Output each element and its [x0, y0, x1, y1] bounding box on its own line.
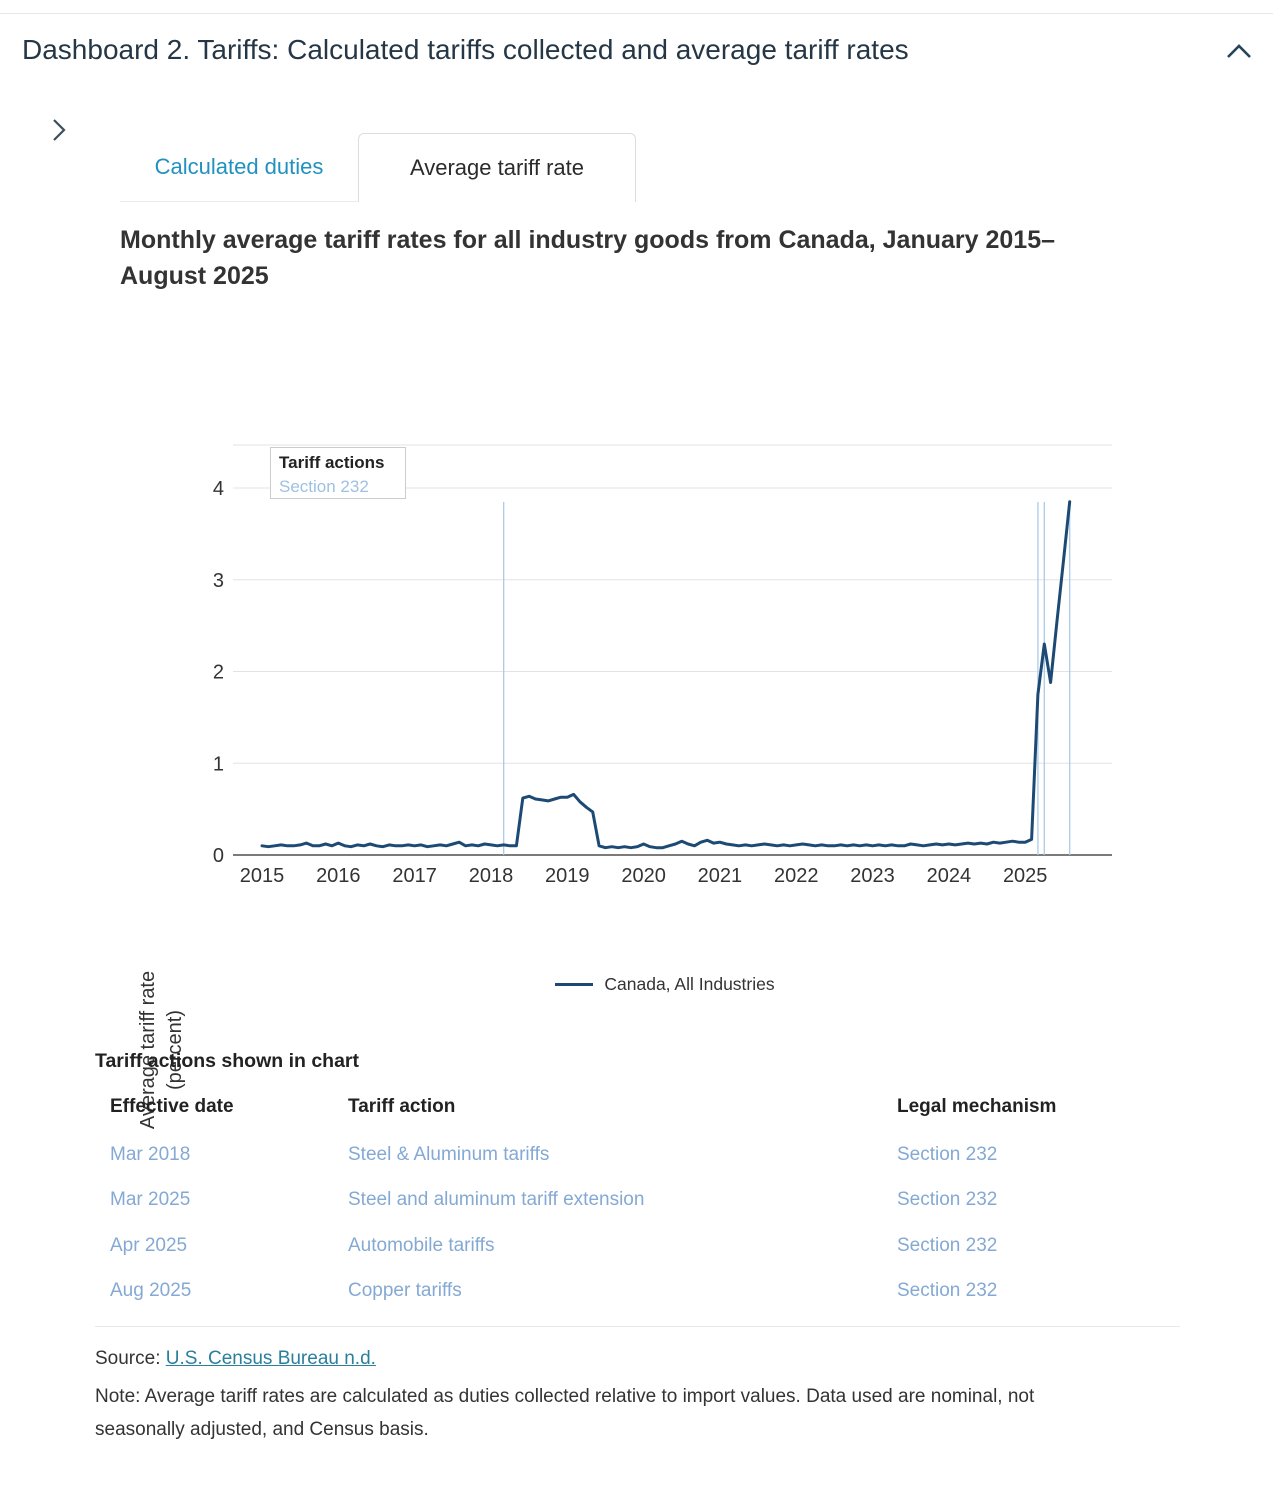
table-cell: Steel and aluminum tariff extension — [348, 1189, 645, 1211]
x-tick-label: 2020 — [621, 865, 666, 887]
source-link[interactable]: U.S. Census Bureau n.d. — [165, 1348, 376, 1369]
table-cell: Steel & Aluminum tariffs — [348, 1143, 550, 1165]
table-body — [110, 1132, 1170, 1314]
x-tick-label: 2025 — [1002, 865, 1048, 887]
annotation-entry-section-232[interactable]: Section 232 — [279, 477, 369, 496]
series-line — [262, 502, 1070, 848]
source-line — [95, 1348, 376, 1370]
x-tick-label: 2017 — [392, 865, 437, 887]
x-tick-label: 2021 — [697, 865, 743, 887]
tab-calculated-duties[interactable]: Calculated duties — [154, 153, 324, 179]
y-tick-label: 3 — [212, 569, 224, 592]
table-heading: Tariff actions shown in chart — [95, 1050, 360, 1072]
table-cell: Section 232 — [897, 1189, 998, 1211]
table-cell: Aug 2025 — [110, 1280, 192, 1302]
x-tick-label: 2015 — [239, 865, 285, 887]
collapse-panel-button[interactable] — [1222, 38, 1256, 66]
legend-line-swatch — [555, 983, 593, 986]
table-cell: Mar 2018 — [110, 1143, 191, 1165]
y-tick-label: 1 — [212, 753, 224, 776]
table-cell: Section 232 — [897, 1280, 998, 1302]
table-cell: Mar 2025 — [110, 1189, 191, 1211]
tariff-actions-annotation-box — [270, 447, 406, 499]
chart-canvas — [0, 430, 1180, 900]
y-axis-label: Average tariff rate (percent) — [137, 970, 186, 1130]
x-tick-label: 2019 — [545, 865, 590, 887]
table-cell: Section 232 — [897, 1143, 998, 1165]
tab-average-tariff-rate[interactable]: Average tariff rate — [358, 133, 636, 202]
table-cell: Apr 2025 — [110, 1234, 188, 1256]
y-tick-label: 0 — [212, 845, 224, 867]
note-text: Note: Average tariff rates are calculated as duties collected relative to import values. Data used are nominal, not seasonally adjusted, and Census basis. — [95, 1386, 1035, 1440]
x-tick-label: 2022 — [773, 865, 819, 887]
chevron-right-icon — [46, 131, 72, 148]
x-tick-label: 2018 — [468, 865, 514, 887]
legend-label: Canada, All Industries — [604, 974, 775, 994]
table-cell: Section 232 — [897, 1234, 998, 1256]
source-label: Source: — [95, 1348, 166, 1369]
chevron-up-icon — [1222, 53, 1256, 70]
y-tick-label: 2 — [212, 661, 224, 684]
footer-divider — [95, 1326, 1180, 1327]
top-divider — [0, 13, 1273, 14]
x-tick-label: 2024 — [926, 865, 972, 887]
column-header-effective-date: Effective date — [110, 1096, 234, 1117]
chart-tabs — [120, 133, 636, 202]
x-tick-label: 2016 — [316, 865, 361, 887]
table-header-row — [110, 1096, 1170, 1118]
expand-sidebar-button[interactable] — [46, 116, 72, 144]
y-tick-label: 4 — [212, 478, 224, 500]
table-cell: Automobile tariffs — [348, 1234, 495, 1256]
column-header-tariff-action: Tariff action — [348, 1096, 456, 1117]
annotation-title: Tariff actions — [279, 453, 385, 472]
chart-legend — [120, 974, 1210, 995]
x-tick-label: 2023 — [850, 865, 895, 887]
dashboard-title: Dashboard 2. Tariffs: Calculated tariffs collected and average tariff rates — [22, 34, 909, 65]
column-header-legal-mechanism: Legal mechanism — [897, 1096, 1057, 1117]
chart-title: Monthly average tariff rates for all industry goods from Canada, January 2015–August 2025 — [120, 226, 1055, 290]
table-cell: Copper tariffs — [348, 1280, 462, 1302]
